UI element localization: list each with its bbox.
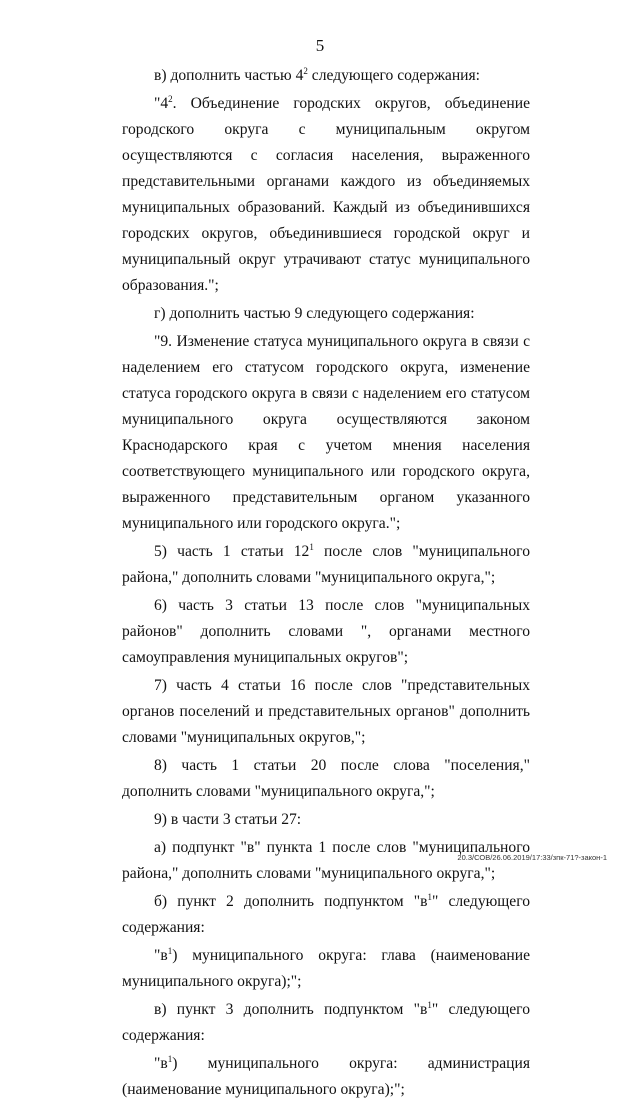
superscript: 2 <box>303 66 308 76</box>
document-body <box>122 63 530 1105</box>
paragraph <box>122 807 530 833</box>
paragraph-text: "9. Изменение статуса муниципального округа в связи с наделением его статусом городского округа, изменение статуса городского округа в связи с наделением его статусом муниципального округа осуществляются законом Краснодарского края с учетом мнения населения соответствующего муниципального или городского округа, выраженного представительным органом указанного муниципального или городского округа."; <box>122 333 530 532</box>
paragraph-text: г) дополнить частью 9 следующего содержания: <box>154 305 475 322</box>
paragraph-text: " следующего содержания: <box>122 1001 530 1044</box>
paragraph-text: "в <box>154 947 168 964</box>
paragraph-text: "в <box>154 1055 168 1072</box>
paragraph-text: б) пункт 2 дополнить подпунктом "в <box>154 893 428 910</box>
paragraph <box>122 889 530 941</box>
paragraph-text: в) пункт 3 дополнить подпунктом "в <box>154 1001 428 1018</box>
superscript: 1 <box>309 542 314 552</box>
paragraph <box>122 593 530 671</box>
superscript: 1 <box>167 1054 173 1064</box>
paragraph-text: 8) часть 1 статьи 20 после слова "поселения," дополнить словами "муниципального округа,"; <box>122 757 530 800</box>
paragraph-text: 5) часть 1 статьи 12 <box>154 543 310 560</box>
paragraph <box>122 63 530 89</box>
superscript: 1 <box>427 892 432 902</box>
paragraph <box>122 301 530 327</box>
page-number: 5 <box>315 36 325 55</box>
paragraph <box>122 753 530 805</box>
paragraph <box>122 329 530 537</box>
paragraph-text: следующего содержания: <box>307 67 481 84</box>
superscript: 1 <box>427 1000 432 1010</box>
paragraph <box>122 997 530 1049</box>
paragraph-text: . Объединение городских округов, объединение городского округа с муниципальным округом осуществляются с согласия населения, выраженного представительными органами каждого из объединяемых муниципальных образований. Каждый из объединившихся городских округов, объединившиеся городской округ и муниципальный округ утрачивают статус муниципального образования."; <box>122 95 530 294</box>
superscript: 1 <box>167 946 173 956</box>
paragraph <box>122 1051 530 1103</box>
paragraph-text: 7) часть 4 статьи 16 после слов "представительных органов поселений и представительных органов" дополнить словами "муниципальных округов,"; <box>122 677 530 746</box>
paragraph <box>122 673 530 751</box>
paragraph-text: ) муниципального округа: администрация (наименование муниципального округа);"; <box>122 1055 530 1098</box>
superscript: 2 <box>168 94 173 104</box>
paragraph-text: в) дополнить частью 4 <box>154 67 304 84</box>
paragraph-text: " следующего содержания: <box>122 893 531 936</box>
paragraph-text: после слов "муниципального района," дополнить словами "муниципального округа,"; <box>122 543 530 586</box>
paragraph-text: 9) в части 3 статьи 27: <box>154 811 302 828</box>
paragraph-text: ) муниципального округа: глава (наименование муниципального округа);"; <box>122 947 530 990</box>
paragraph-text: а) подпункт "в" пункта 1 после слов "муниципального района," дополнить словами "муниципального округа,"; <box>122 839 530 882</box>
paragraph-text: 6) часть 3 статьи 13 после слов "муниципальных районов" дополнить словами ", органами местного самоуправления муниципальных округов"; <box>122 597 530 666</box>
paragraph <box>122 943 530 995</box>
paragraph <box>122 91 530 299</box>
paragraph <box>122 539 530 591</box>
paragraph-text: "4 <box>154 95 169 112</box>
document-footer-code: 20.3/СОВ/26.06.2019/17:33/зпк-71?-закон-1 <box>457 853 607 862</box>
